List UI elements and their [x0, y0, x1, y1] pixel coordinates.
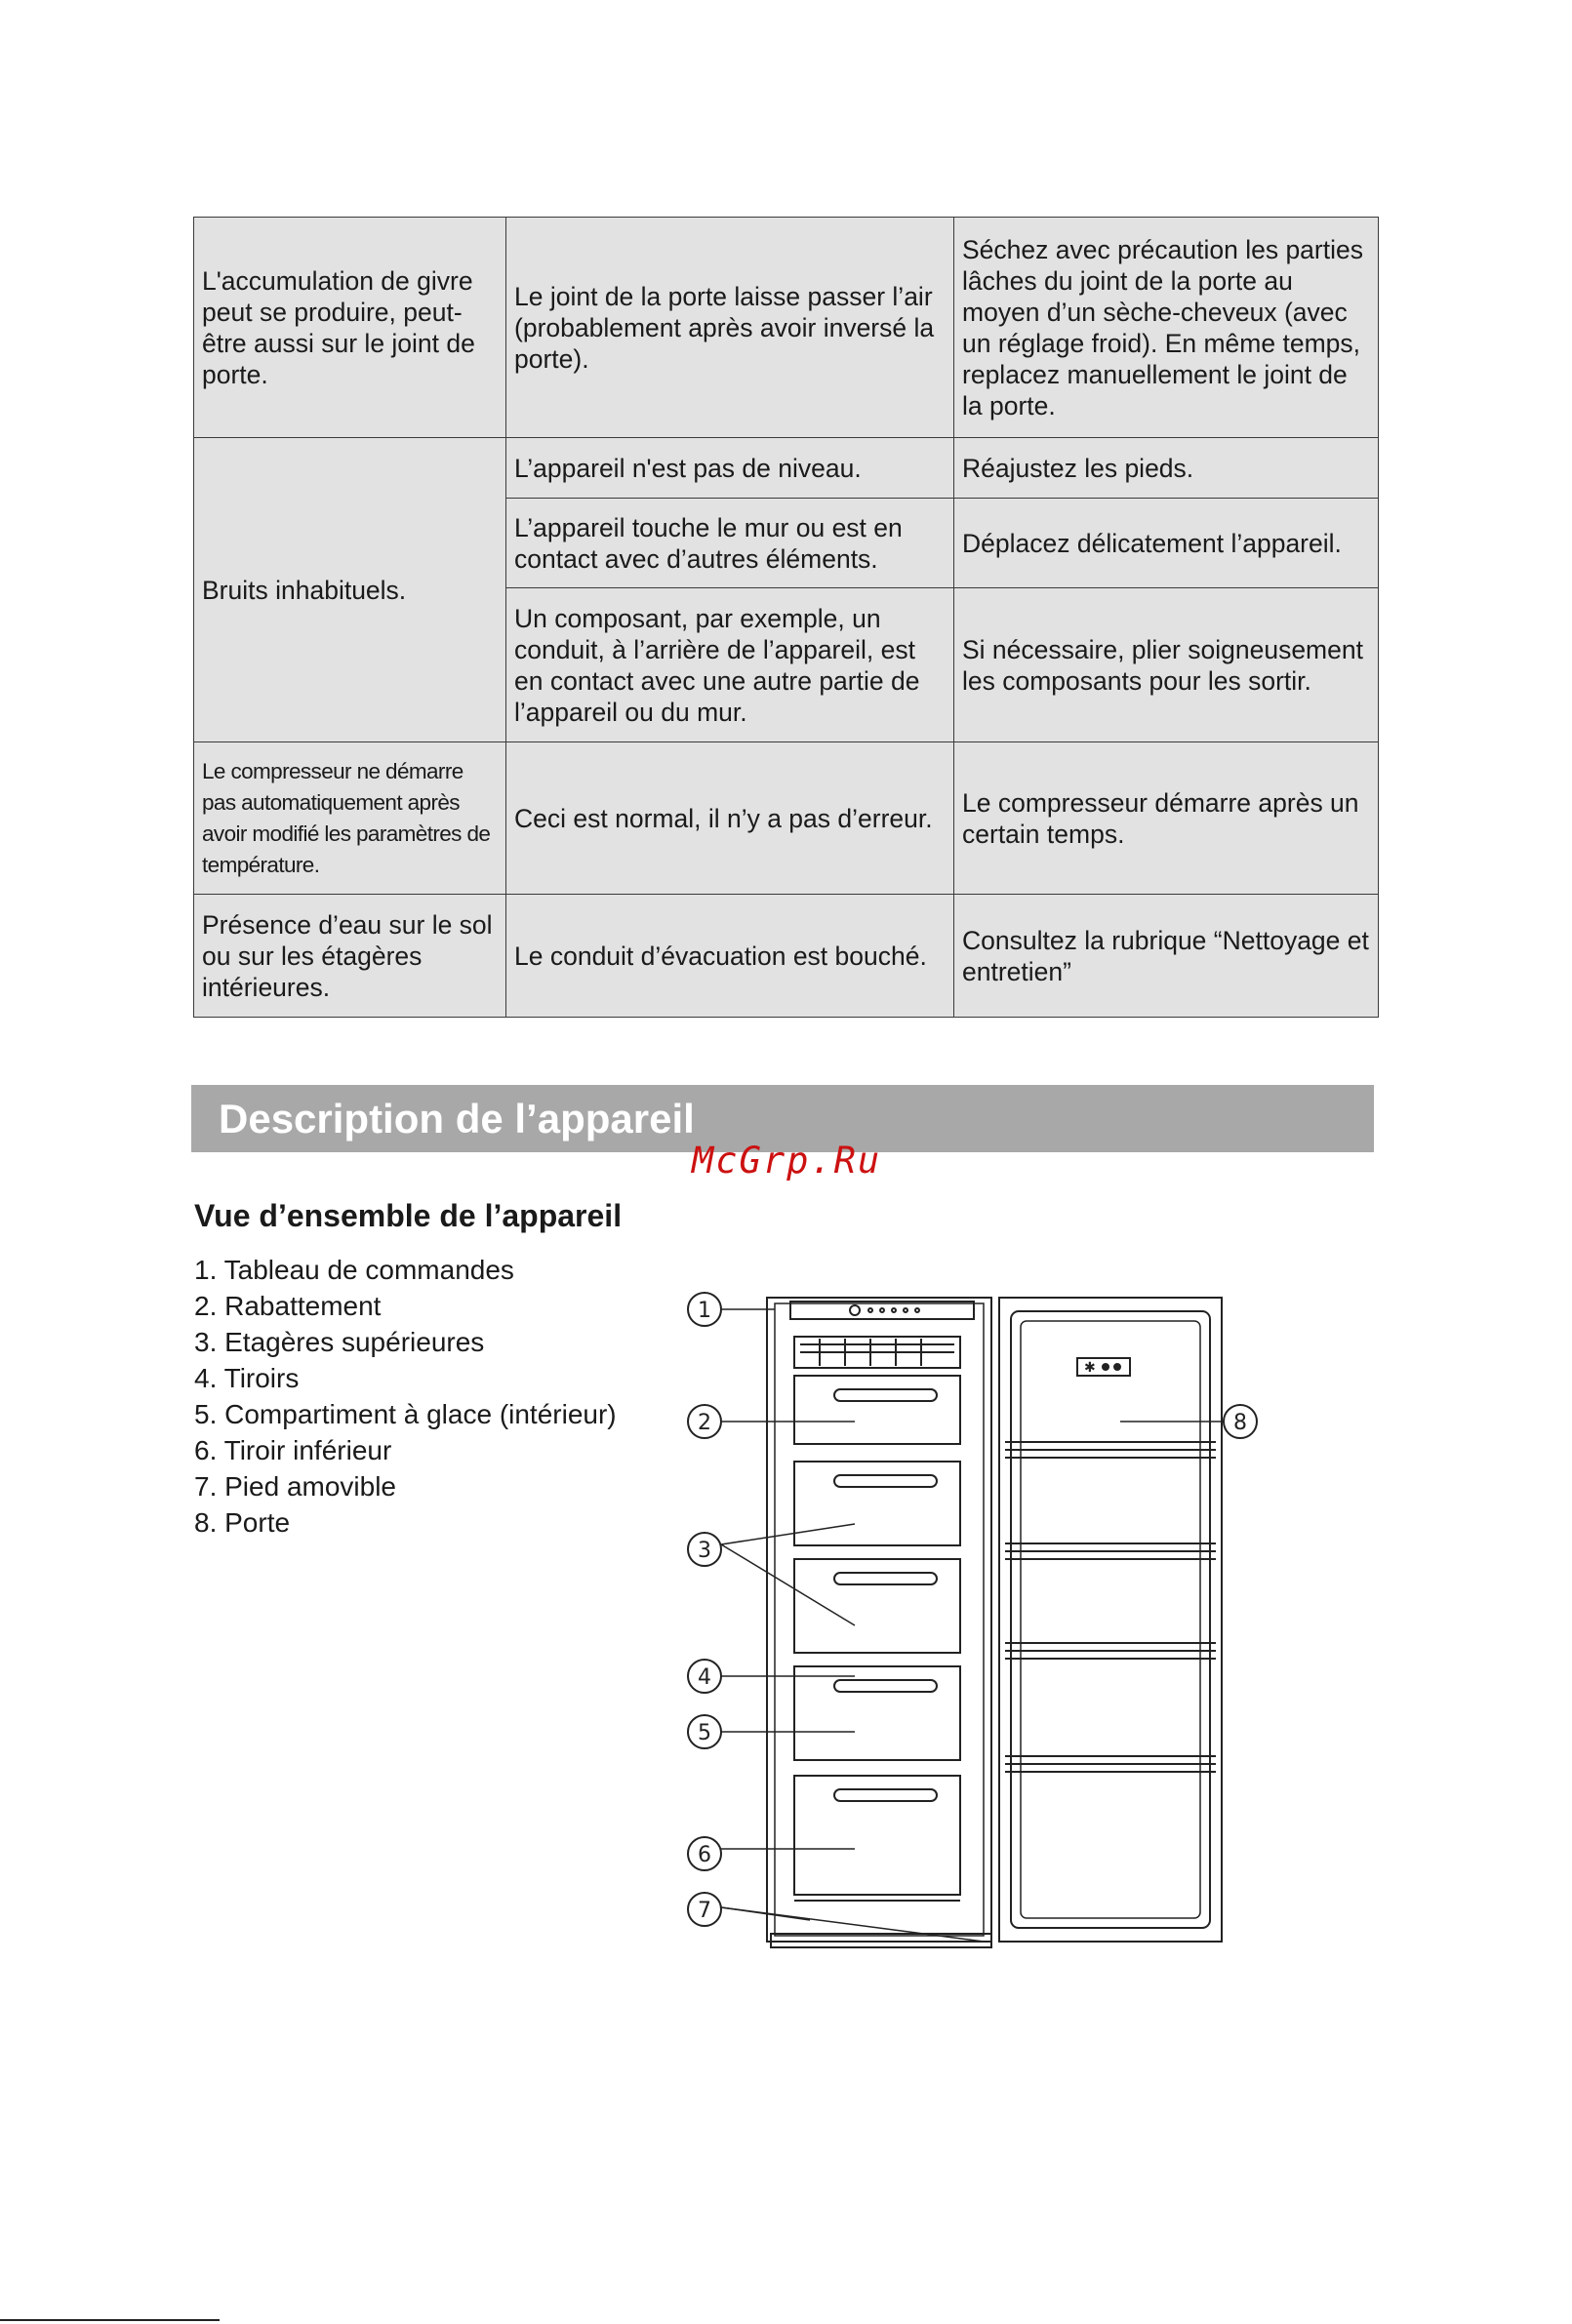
cause-cell: Un composant, par exemple, un conduit, à l’arrière de l’appareil, est en contact avec une autre partie de l’appareil ou du mur. — [506, 588, 954, 742]
problem-cell: Bruits inhabituels. — [194, 438, 506, 742]
list-item: 2. Rabattement — [194, 1291, 382, 1321]
cause-cell: L’appareil touche le mur ou est en contact avec d’autres éléments. — [506, 499, 954, 588]
callout-6 — [688, 1837, 721, 1870]
callout-5 — [688, 1715, 721, 1748]
section-title: Description de l’appareil — [219, 1096, 695, 1142]
upper-shelf — [794, 1337, 960, 1368]
leader-lines — [721, 1309, 1224, 1942]
list-item: 8. Porte — [194, 1507, 291, 1538]
table-row — [194, 438, 1379, 499]
troubleshooting-table — [193, 217, 1379, 1018]
solution-cell: Déplacez délicatement l’appareil. — [954, 499, 1379, 588]
problem-cell: Le compresseur ne démarre pas automatiquement après avoir modifié les paramètres de température. — [194, 742, 506, 895]
callout-2 — [688, 1405, 721, 1438]
svg-text:5: 5 — [698, 1721, 711, 1745]
svg-text:7: 7 — [698, 1899, 711, 1923]
freezer-diagram — [673, 1268, 1298, 1961]
list-item: 5. Compartiment à glace (intérieur) — [194, 1399, 617, 1429]
drawers — [794, 1376, 960, 1901]
list-item: 3. Etagères supérieures — [194, 1327, 485, 1357]
problem-cell: Présence d’eau sur le sol ou sur les étagères intérieures. — [194, 895, 506, 1018]
cabinet-body — [767, 1298, 991, 1947]
callouts — [688, 1293, 1257, 1926]
svg-text:3: 3 — [698, 1539, 711, 1563]
svg-text:8: 8 — [1233, 1411, 1247, 1435]
list-item: 1. Tableau de commandes — [194, 1255, 514, 1285]
problem-cell: L'accumulation de givre peut se produire, peut-être aussi sur le joint de porte. — [194, 218, 506, 438]
solution-cell: Séchez avec précaution les parties lâches du joint de la porte au moyen d’un sèche-cheveux (avec un réglage froid). En même temps, replacez manuellement le joint de la porte. — [954, 218, 1379, 438]
overview-title: Vue d’ensemble de l’appareil — [194, 1198, 623, 1233]
watermark: McGrp.Ru — [692, 1140, 882, 1182]
solution-cell: Consultez la rubrique “Nettoyage et entretien” — [954, 895, 1379, 1018]
list-item: 4. Tiroirs — [194, 1363, 300, 1393]
svg-text:1: 1 — [698, 1299, 711, 1323]
svg-text:2: 2 — [698, 1411, 711, 1435]
cause-cell: Ceci est normal, il n’y a pas d’erreur. — [506, 742, 954, 895]
cause-cell: L’appareil n'est pas de niveau. — [506, 438, 954, 499]
door — [999, 1298, 1222, 1942]
callout-1 — [688, 1293, 721, 1326]
callout-8 — [1224, 1405, 1257, 1438]
table-row — [194, 742, 1379, 895]
callout-3 — [688, 1533, 721, 1566]
cause-cell: Le joint de la porte laisse passer l’air (probablement après avoir inversé la porte). — [506, 218, 954, 438]
footer-rule — [0, 2319, 220, 2321]
cause-cell: Le conduit d’évacuation est bouché. — [506, 895, 954, 1018]
parts-list — [194, 1252, 617, 1541]
solution-cell: Le compresseur démarre après un certain temps. — [954, 742, 1379, 895]
table-row — [194, 218, 1379, 438]
table-row — [194, 895, 1379, 1018]
list-item: 6. Tiroir inférieur — [194, 1435, 392, 1465]
solution-cell: Réajustez les pieds. — [954, 438, 1379, 499]
solution-cell: Si nécessaire, plier soigneusement les composants pour les sortir. — [954, 588, 1379, 742]
list-item: 7. Pied amovible — [194, 1471, 397, 1502]
callout-7 — [688, 1893, 721, 1926]
svg-text:4: 4 — [698, 1665, 711, 1690]
snowflake-icon: ✱ — [1084, 1360, 1096, 1376]
callout-4 — [688, 1660, 721, 1693]
svg-text:6: 6 — [698, 1843, 711, 1867]
